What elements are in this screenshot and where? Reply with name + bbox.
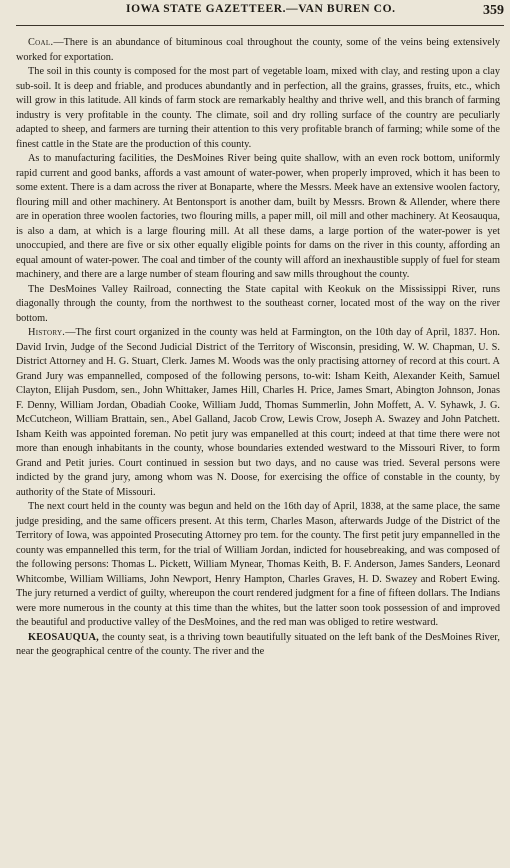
paragraph-railroad: The DesMoines Valley Railroad, connecting the State capital with Keokuk on the Mississippi River, runs diagonally through the county, from the northwest to the southeast corner, located most of the way on the river bottom.: [16, 283, 500, 324]
coal-heading: Coal.: [28, 37, 54, 48]
body-text: [16, 36, 500, 660]
paragraph-soil: The soil in this county is composed for the most part of vegetable loam, mixed with clay, and resting upon a clay sub-soil. It is deep and friable, and produces abundantly and in perfection, all the grains, grasses, fruits, etc., which will grow in this latitude. All kinds of farm stock are remarkably healthy and thrive well, and this branch of farming industry is very profitable in the county. The climate, soil and dry rolling surface of the country are peculiarly adapted to sheep, and farmers are turning their attention to this very profitable branch of farming; while some of the finest cattle in the State are the production of this county.: [16, 66, 500, 150]
running-head: IOWA STATE GAZETTEER.—VAN BUREN CO.: [126, 3, 396, 15]
page-header: [16, 3, 504, 26]
history-heading: History.: [28, 327, 66, 338]
paragraph-coal: [16, 36, 500, 65]
paragraph-next-court: The next court held in the county was begun and held on the 16th day of April, 1838, at the same place, the same judge presiding, and the same officers present. At this term, Charles Mason, afterwards Judge of the District of the Territory of Iowa, was appointed Prosecuting Attorney pro tem. for the county. The first petit jury empannelled in the county was empannelled this term, for the trial of William Jordan, indicted for housebreaking, and was composed of the following persons: Thomas L. Pickett, William Mynear, Thomas Keith, B. F. Anderson, James Sanders, Leonard Whitcombe, William Williams, John Newport, Henry Hampton, Charles Graves, H. D. Swazey and Robert Ewing. The jury returned a verdict of guilty, whereupon the court rendered judgment for a fine of fifteen dollars. The Indians were more numerous in the county at this time than the whites, but the latter soon took possession of and improved the beautiful and productive valley of the DesMoines, and the red man was obliged to retire westward.: [16, 501, 500, 628]
keosauqua-heading: KEOSAUQUA,: [28, 631, 99, 643]
paragraph-keosauqua: [16, 631, 500, 660]
keosauqua-text: the county seat, is a thriving town beautifully situated on the left bank of the DesMoines River, near the geographical centre of the county. The river and the: [16, 631, 500, 657]
history-text: —The first court organized in the county was held at Farmington, on the 10th day of April, 1837. Hon. David Irvin, Judge of the Second Judicial District of the Territory of Wisconsin, presiding, W. W. Chapman, U. S. District Attorney and H. G. Stuart, Clerk. James M. Woods was the only practising attorney of record at this court. A Grand Jury was empannelled, composed of the following persons, to-wit: Isham Keith, Alexander Keith, Samuel Clayton, Elijah Pusdom, sen., John Whittaker, James Hill, Charles H. Price, James Smart, Abington Johnson, Jonas F. Denny, William Jordan, Obadiah Cooke, William Judd, Thomas Summerlin, John Moffett, A. V. Syhawk, J. G. McCutcheon, William Brattain, sen., Abel Galland, Jacob Crow, Lewis Crow, Joseph A. Swazey and John Patchett. Isham Keith was appointed foreman. No petit jury was empanelled at this court; indeed at that time there were not more than enough inhabitants in the county, whose boundaries extended westward to the Missouri River, to form Grand and Petit juries. Court continued in session but two days, and no cause was tried. Several persons were indicted by the grand jury, among whom was N. Doose, for exercising the office of constable in the county, by authority of the State of Missouri.: [16, 327, 500, 498]
coal-text: —There is an abundance of bituminous coal throughout the county, some of the veins being extensively worked for exportation.: [16, 37, 500, 63]
page-number: 359: [483, 3, 504, 18]
paragraph-history: [16, 326, 500, 500]
paragraph-manufacturing: As to manufacturing facilities, the DesMoines River being quite shallow, with an even rock bottom, uniformly rapid current and good banks, affords a vast amount of water-power, when properly improved, which it has been to some extent. There is a dam across the river at Bonaparte, where the Messrs. Meek have an extensive woolen factory, flouring mill and other machinery. At Bentonsport is another dam, built by Messrs. Brown & Allender, where there are in operation three woolen factories, two flouring mills, a paper mill, oil mill and other machinery. At Keosauqua, is also a dam, at which is a large flouring mill. At all these dams, a large portion of the water-power is yet unoccupied, and there are five or six other equally eligible points for dams on the river in this county, affording an equal amount of water-power. The coal and timber of the county will afford an inexhaustible supply of fuel for steam machinery, and there are a large number of steam flouring and saw mills throughout the county.: [16, 153, 500, 280]
